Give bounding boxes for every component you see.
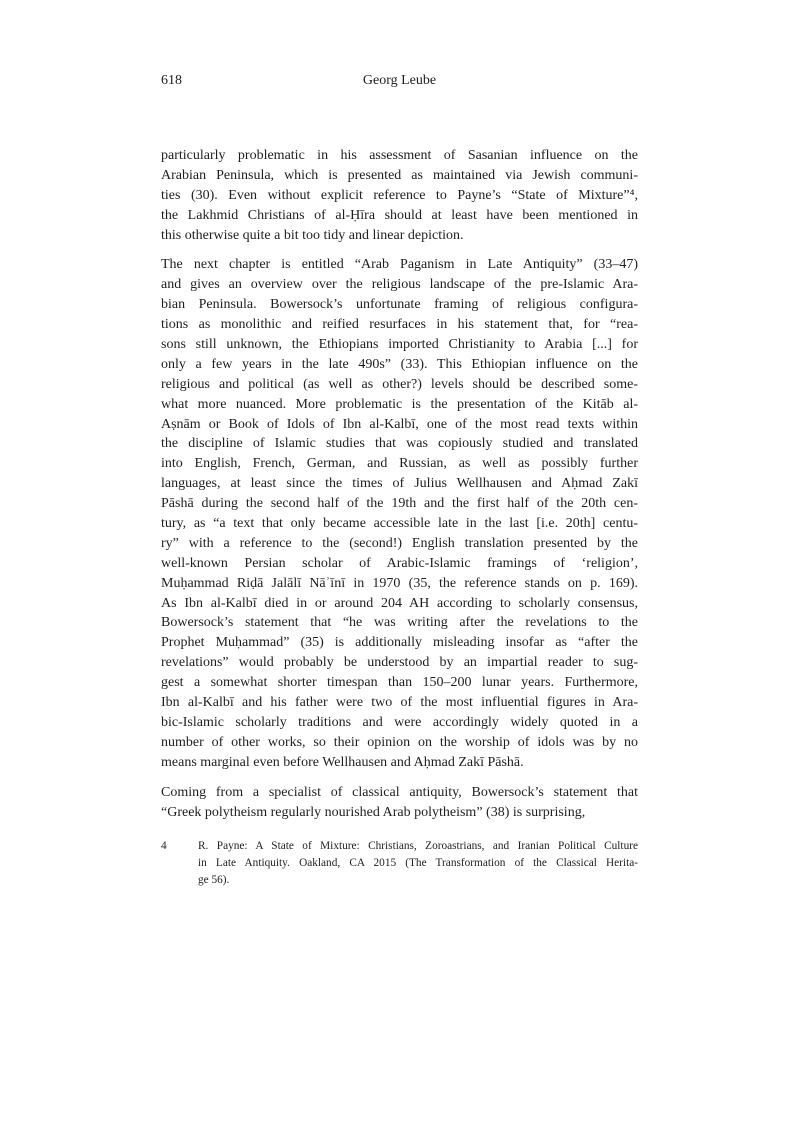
text-line: tury, as “a text that only became accessible late in the last [i.e. 20th] centu- xyxy=(161,516,638,532)
text-line: gest a somewhat shorter timespan than 150–200 lunar years. Furthermore, xyxy=(161,675,638,691)
page-header xyxy=(161,72,638,90)
text-line: ge 56). xyxy=(198,874,230,886)
text-line: the discipline of Islamic studies that was copiously studied and translated xyxy=(161,436,638,452)
text-line: Ibn al-Kalbī and his father were two of the most influential figures in Ara- xyxy=(161,695,638,711)
text-line: revelations” would probably be understood by an impartial reader to sug- xyxy=(161,655,638,671)
text-line: number of other works, so their opinion on the worship of idols was by no xyxy=(161,734,638,750)
text-line: languages, at least since the times of Julius Wellhausen and Aḥmad Zakī xyxy=(161,476,638,492)
text-line: means marginal even before Wellhausen and Aḥmad Zakī Pāshā. xyxy=(161,754,524,770)
text-line: particularly problematic in his assessment of Sasanian influence on the xyxy=(161,148,638,163)
text-line: Coming from a specialist of classical antiquity, Bowersock’s statement that xyxy=(161,784,638,800)
text-line: in Late Antiquity. Oakland, CA 2015 (The Transformation of the Classical Herita- xyxy=(198,857,638,869)
text-line: the Lakhmid Christians of al-Ḥīra should at least have been mentioned in xyxy=(161,207,638,223)
paragraph xyxy=(161,146,638,245)
paragraph xyxy=(161,783,638,823)
text-line: R. Payne: A State of Mixture: Christians, Zoroastrians, and Iranian Political Culture xyxy=(198,840,638,852)
paragraph xyxy=(161,255,638,772)
footnote-text xyxy=(198,838,638,889)
page-number: 618 xyxy=(161,73,182,88)
footnote-number: 4 xyxy=(161,840,167,852)
text-line: The next chapter is entitled “Arab Paganism in Late Antiquity” (33–47) xyxy=(161,257,638,273)
text-line: Arabian Peninsula, which is presented as maintained via Jewish communi- xyxy=(161,167,638,183)
text-line: only a few years in the late 490s” (33). This Ethiopian influence on the xyxy=(161,356,638,372)
text-line: Pāshā during the second half of the 19th and the first half of the 20th cen- xyxy=(161,496,638,512)
text-line: into English, French, German, and Russian, as well as possibly further xyxy=(161,456,638,472)
text-line: Aṣnām or Book of Idols of Ibn al-Kalbī, one of the most read texts within xyxy=(161,416,638,432)
text-line: Muḥammad Riḍā Jalālī Nāʾīnī in 1970 (35, the reference stands on p. 169). xyxy=(161,575,638,591)
text-line: this otherwise quite a bit too tidy and linear depiction. xyxy=(161,227,464,243)
text-line: well-known Persian scholar of Arabic-Islamic framings of ‘religion’, xyxy=(161,555,638,571)
footnote xyxy=(161,838,638,889)
text-line: tions as monolithic and reified resurfaces in his statement that, for “rea- xyxy=(161,317,638,333)
text-line: bic-Islamic scholarly traditions and were accordingly widely quoted in a xyxy=(161,714,638,730)
text-line: what more nuanced. More problematic is the presentation of the Kitāb al- xyxy=(161,396,638,412)
text-line: Prophet Muḥammad” (35) is additionally misleading insofar as “after the xyxy=(161,635,638,651)
body-text xyxy=(161,146,638,822)
text-line: bian Peninsula. Bowersock’s unfortunate framing of religious configura- xyxy=(161,297,638,313)
running-header-author: Georg Leube xyxy=(362,73,437,88)
text-line: and gives an overview over the religious landscape of the pre-Islamic Ara- xyxy=(161,277,638,293)
text-line: As Ibn al-Kalbī died in or around 204 AH according to scholarly consensus, xyxy=(161,595,638,611)
text-line: ties (30). Even without explicit reference to Payne’s “State of Mixture”⁴, xyxy=(161,187,638,203)
text-line: “Greek polytheism regularly nourished Arab polytheism” (38) is surprising, xyxy=(161,804,586,820)
text-line: sons still unknown, the Ethiopians imported Christianity to Arabia [...] for xyxy=(161,337,638,353)
text-line: ry” with a reference to the (second!) English translation presented by the xyxy=(161,535,638,551)
text-line: religious and political (as well as other?) levels should be described some- xyxy=(161,376,638,392)
text-line: Bowersock’s statement that “he was writing after the revelations to the xyxy=(161,615,638,631)
